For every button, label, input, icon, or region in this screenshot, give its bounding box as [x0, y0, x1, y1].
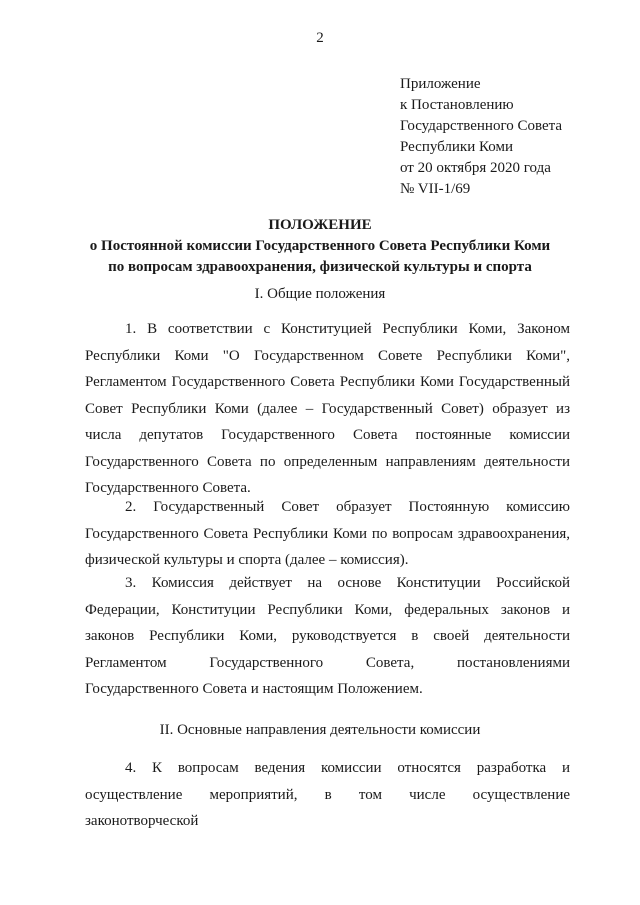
appendix-line: № VII-1/69 [400, 181, 471, 197]
paragraph-2: 2. Государственный Совет образует Постоянную комиссию Государственного Совета Республики Коми по вопросам здравоохранения, физической культуры и спорта (далее – комиссия). [85, 499, 570, 568]
paragraph-3: 3. Комиссия действует на основе Конституции Российской Федерации, Конституции Республики Коми, федеральных законов и законов Республики Коми, руководствуется в своей деятельности Регламентом Государственного Совета, постановлениями Государственного Совета и настоящим Положением. [85, 575, 570, 697]
appendix-line: Государственного Совета [400, 118, 563, 134]
appendix-line: Приложение [400, 76, 481, 92]
appendix-block [400, 74, 562, 200]
title-line: по вопросам здравоохранения, физической культуры и спорта [108, 259, 532, 275]
section-heading-activities: II. Основные направления деятельности комиссии [159, 722, 481, 738]
appendix-line: Республики Коми [400, 139, 513, 155]
title-heading: ПОЛОЖЕНИЕ [268, 217, 372, 233]
appendix-line: к Постановлению [400, 97, 514, 113]
document-title [0, 215, 640, 278]
page-number: 2 [316, 30, 324, 46]
appendix-line: от 20 октября 2020 года [400, 160, 551, 176]
title-line: о Постоянной комиссии Государственного Совета Республики Коми [89, 238, 551, 254]
section-heading-general: I. Общие положения [254, 286, 386, 302]
paragraph-4: 4. К вопросам ведения комиссии относятся разработка и осуществление мероприятий, в том числе осуществление законотворческой [85, 760, 570, 829]
paragraph-1: 1. В соответствии с Конституцией Республики Коми, Законом Республики Коми "О Государственном Совете Республики Коми", Регламентом Государственного Совета Республики Коми Государственный Совет Республики Коми (далее – Государственный Совет) образует из числа депутатов Государственного Совета постоянные комиссии Государственного Совета по определенным направлениям деятельности Государственного Совета. [85, 321, 570, 496]
